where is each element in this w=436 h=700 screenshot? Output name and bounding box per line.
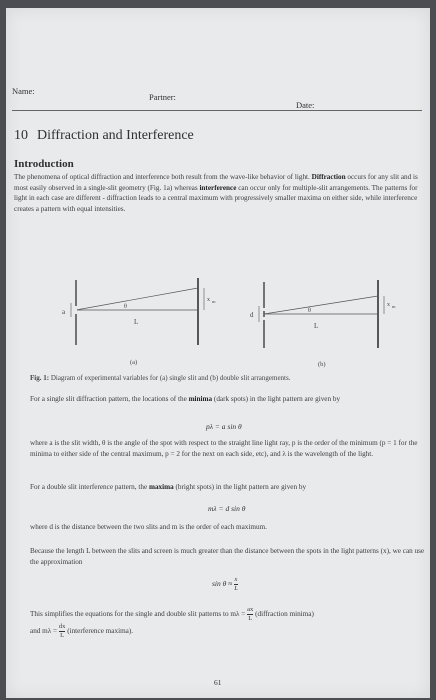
term-interference: interference [199,183,237,192]
figure-caption: Fig. 1: Diagram of experimental variables for (a) single slit and (b) double slit arrangements. [30,374,291,382]
slit-diagram [46,270,406,370]
chapter-number: 10 [14,128,28,143]
double-slit-paragraph: For a double slit interference pattern, the maxima (bright spots) in the light pattern are given by [30,483,307,491]
svg-text:m: m [212,299,216,304]
slit-distance-label: d [250,311,254,319]
length-label-a: L [134,318,139,326]
approximation-paragraph: Because the length L between the slits and screen is much greater than the distance between the spots in the light patterns (x), we can use the approximation [30,547,425,566]
section-heading: Introduction [14,158,74,170]
subfigure-a-label: (a) [130,359,138,366]
partner-label: Partner: [149,92,176,102]
term-diffraction: Diffraction [311,173,346,181]
page-number: 61 [214,678,222,687]
header-rule [12,110,422,111]
date-label: Date: [296,100,315,110]
chapter-name: Diffraction and Interference [37,128,194,143]
fraction-dx-over-L: $\frac{dx}{L}$ [58,623,66,639]
equation-small-angle: sin θ ≈ $\frac{x}{L}$ [212,576,238,592]
xm-label-b: x [387,302,390,308]
double-slit-explanation: where d is the distance between the two slits and m is the order of each maximum. [30,523,267,531]
simplify-paragraph: This simplifies the equations for the single and double slit patterns to mλ = $\frac{ax}{L}$ (diffraction minima) and mλ = $\frac{dx}{L}$ (interference maxima). [30,606,314,639]
length-label-b: L [314,322,319,330]
intro-paragraph: The phenomena of optical diffraction and interference both result from the wave-like behavior of light. Diffraction occurs for any slit and is most easily observed in a single-slit geometry (Fig. 1a) whereas interference can occur only for multiple-slit arrangements. The patterns for light in each case are different - diffraction leads to a central maximum with progressively smaller maxima on either side, while interference creates a pattern with equal intensities. [14,173,418,213]
subfigure-b-label: (b) [318,361,326,368]
equation-maxima: mλ = d sin θ [208,504,246,513]
diagram-double-slit [250,280,396,368]
svg-text:m: m [392,304,396,309]
angle-label-a: θ [124,304,127,310]
equation-minima: pλ = a sin θ [206,422,242,431]
slit-width-label: a [62,308,66,316]
chapter-title [14,128,194,144]
xm-label-a: x [207,297,210,303]
fraction-x-over-L: $\frac{x}{L}$ [234,576,238,592]
name-label: Name: [12,86,35,96]
fraction-ax-over-L: $\frac{ax}{L}$ [247,606,254,622]
single-slit-explanation: where a is the slit width, θ is the angle of the spot with respect to the straight line light ray, p is the order of the minimum (p = 1 for the minima to either side of the central maximum, p = 2 for the next on each side, etc), and λ is the wavelength of the light. [30,439,418,458]
single-slit-paragraph: For a single slit diffraction pattern, the locations of the minima (dark spots) in the light pattern are given by [30,395,341,403]
diagram-single-slit [62,278,216,366]
figure-1 [46,270,406,370]
angle-label-b: θ [308,308,311,314]
lab-manual-page [6,8,430,698]
